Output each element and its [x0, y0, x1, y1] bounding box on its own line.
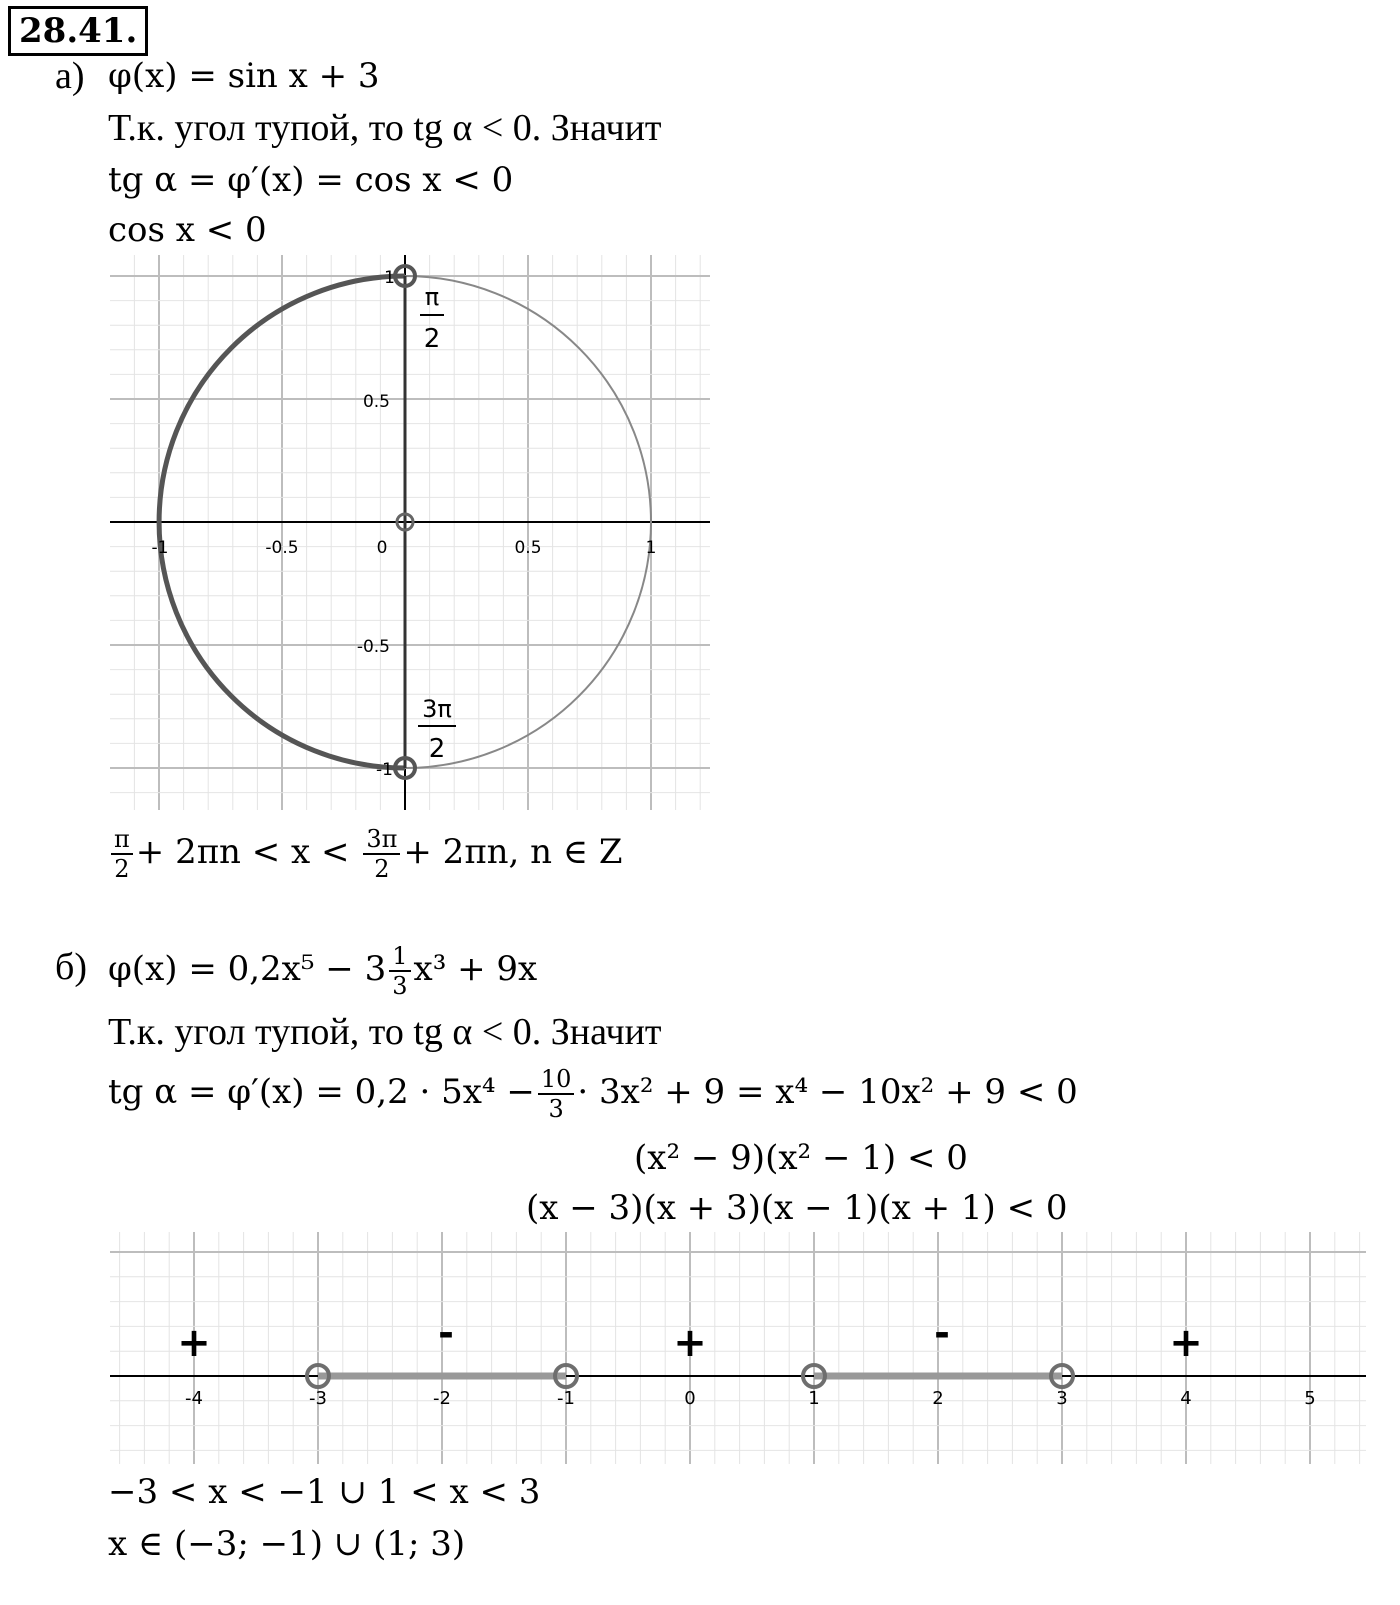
tick-label: 3 — [1056, 1388, 1068, 1409]
part-a-derivative: tg α = φ′(x) = cos x < 0 — [108, 160, 514, 200]
tick-label: 5 — [1304, 1388, 1316, 1409]
part-a-label: а) — [55, 55, 85, 97]
part-b-factored-1: (x² − 9)(x² − 1) < 0 — [634, 1138, 968, 1178]
part-b-label: б) — [55, 946, 87, 988]
unit-circle-plot — [110, 255, 710, 810]
tick-label: 2 — [932, 1388, 944, 1409]
sign-label: + — [1169, 1320, 1203, 1366]
x-tick-label: -1 — [151, 538, 169, 558]
y-tick-label: -0.5 — [356, 637, 390, 657]
open-point — [555, 1365, 577, 1387]
tick-label: -1 — [557, 1388, 575, 1409]
sign-label: + — [177, 1320, 211, 1366]
part-a-function: φ(x) = sin x + 3 — [108, 56, 380, 96]
x-tick-label: 0 — [376, 538, 388, 558]
y-tick-label: 1 — [384, 268, 395, 288]
open-point — [1051, 1365, 1073, 1387]
part-b-derivative: tg α = φ′(x) = 0,2 · 5x⁴ − $\frac{10}{3}$ · 3x² + 9 = x⁴ − 10x² + 9 < 0 — [108, 1065, 1078, 1123]
part-a-solution: $\frac{\pi}{2}$ + 2πn < x < $\frac{3\pi}{2}$ + 2πn, n ∈ Z — [108, 818, 622, 886]
number-line-marks — [177, 1311, 1315, 1409]
open-point — [307, 1365, 329, 1387]
part-b-factored-2: (x − 3)(x + 3)(x − 1)(x + 1) < 0 — [526, 1188, 1068, 1228]
circle-grid — [110, 255, 710, 810]
sign-label: - — [934, 1311, 950, 1355]
fraction-ten-thirds: $\frac{10}{3}$ — [538, 1065, 575, 1123]
sign-label: - — [438, 1311, 454, 1355]
y-tick-label: 0.5 — [362, 392, 390, 412]
open-point — [803, 1365, 825, 1387]
tick-label: 1 — [808, 1388, 820, 1409]
sign-number-line — [110, 1232, 1366, 1464]
x-tick-label: 0.5 — [514, 538, 542, 558]
top-point-label-num: π — [424, 283, 440, 311]
bottom-point-label-num: 3π — [422, 695, 452, 723]
problem-number: 28.41. — [8, 6, 148, 56]
bottom-point-label-den: 2 — [428, 734, 446, 764]
x-tick-label: -0.5 — [265, 538, 299, 558]
top-point-label-den: 2 — [423, 324, 441, 354]
tick-label: 0 — [684, 1388, 696, 1409]
fraction-one-third: $\frac{1}{3}$ — [389, 942, 410, 1000]
sign-label: + — [673, 1320, 707, 1366]
part-b-solution-2: x ∈ (−3; −1) ∪ (1; 3) — [108, 1524, 466, 1564]
y-tick-label: -1 — [376, 760, 393, 780]
part-a-reasoning: Т.к. угол тупой, то tg α < 0. Значит — [108, 107, 662, 149]
part-b-function: φ(x) = 0,2x⁵ − 3 $\frac{1}{3}$ x³ + 9x — [108, 942, 538, 1000]
tick-label: 4 — [1180, 1388, 1192, 1409]
part-b-reasoning: Т.к. угол тупой, то tg α < 0. Значит — [108, 1011, 662, 1053]
part-b-solution-1: −3 < x < −1 ∪ 1 < x < 3 — [108, 1472, 541, 1512]
fraction-3pi-over-2: $\frac{3\pi}{2}$ — [363, 825, 400, 883]
tick-label: -3 — [309, 1388, 327, 1409]
x-tick-label: 1 — [645, 538, 657, 558]
tick-label: -2 — [433, 1388, 451, 1409]
tick-label: -4 — [185, 1388, 203, 1409]
fraction-pi-over-2: $\frac{\pi}{2}$ — [111, 825, 133, 883]
part-a-inequality: cos x < 0 — [108, 210, 267, 250]
